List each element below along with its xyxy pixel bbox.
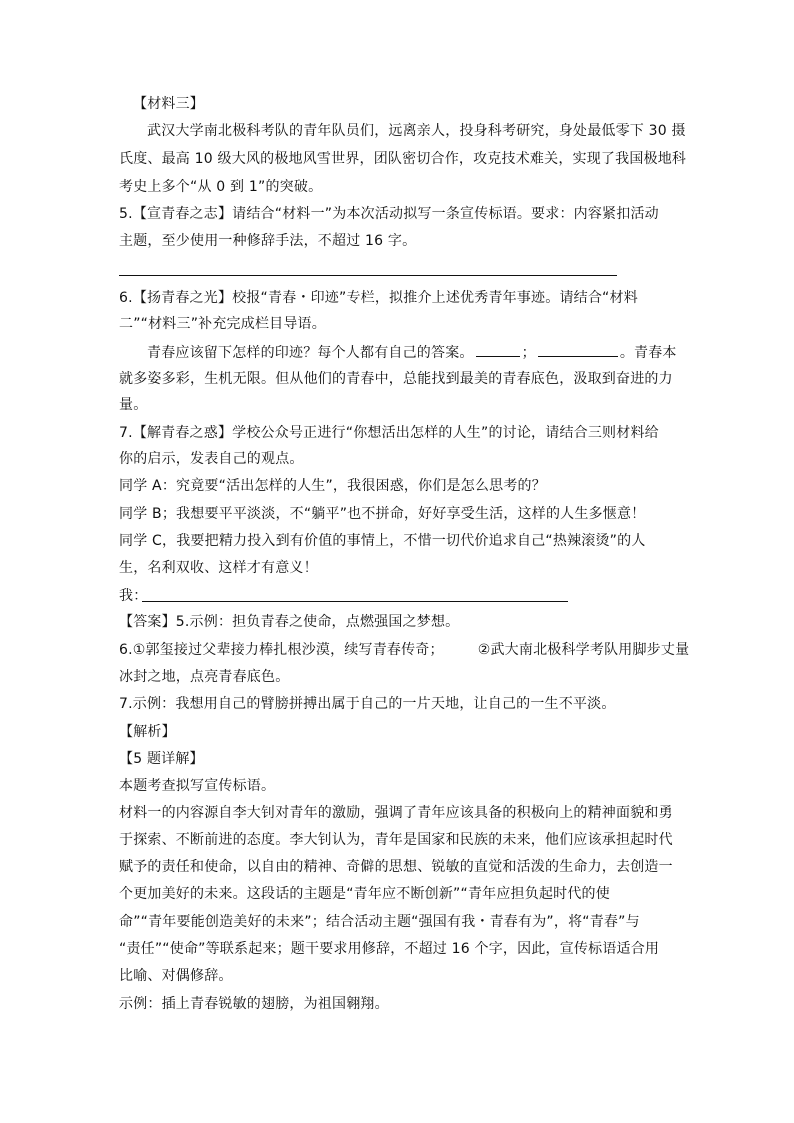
analysis-line: 个更加美好的未来。这段话的主题是“青年应不断创新”“青年应担负起时代的使	[119, 886, 610, 902]
q6-guide-start: 青春应该留下怎样的印迹？每个人都有自己的答案。	[147, 345, 474, 361]
q7-student-c: 同学 C，我要把精力投入到有价值的事情上，不惜一切代价追求自己“热辣滚烫”的人	[119, 533, 646, 549]
answer-6-part1: 6.①郭玺接过父辈接力棒扎根沙漠，续写青春传奇；	[119, 642, 444, 658]
answer-5: 【答案】5.示例：担负青春之使命，点燃强国之梦想。	[119, 614, 460, 630]
q5-answer-line[interactable]	[119, 275, 617, 276]
q6-blank-1[interactable]	[476, 341, 520, 357]
q6-guide-line: 就多姿多彩，生机无限。但从他们的青春中，总能找到最美的青春底色，汲取到奋进的力	[119, 371, 673, 387]
q7-answer-line[interactable]	[142, 601, 568, 602]
q6-guide-line	[147, 341, 677, 363]
analysis-line: 比喻、对偶修辞。	[119, 968, 233, 984]
material3-line: 武汉大学南北极科考队的青年队员们，远离亲人，投身科考研究，身处最低零下 30 摄	[147, 123, 686, 139]
answer-6-cont: 冰封之地，点亮青春底色。	[119, 669, 290, 685]
answer-7: 7.示例：我想用自己的臂膀拼搏出属于自己的一片天地，让自己的一生不平淡。	[119, 696, 616, 712]
analysis-heading: 【解析】	[119, 724, 176, 740]
material3-line: 氏度、最高 10 级大风的极地风雪世界，团队密切合作，攻克技术难关，实现了我国极地科	[119, 151, 687, 167]
answer-6	[119, 640, 689, 660]
q7-student-a: 同学 A：究竟要“活出怎样的人生”，我很困惑，你们是怎么思考的？	[119, 478, 546, 494]
q7-me-label: 我：	[119, 588, 148, 604]
analysis-line: “责任”“使命”等联系起来；题干要求用修辞，不超过 16 个字，因此，宣传标语适合用	[119, 941, 660, 957]
analysis-line: 于探索、不断前进的态度。李大钊认为，青年是国家和民族的未来，他们应该承担起时代	[119, 832, 673, 848]
q6-guide-line: 量。	[119, 397, 148, 413]
answer-6-part2: ②武大南北极科学考队用脚步丈量	[477, 642, 690, 658]
analysis-example: 示例：插上青春锐敏的翅膀，为祖国翱翔。	[119, 996, 389, 1012]
q6-blank-2[interactable]	[538, 341, 618, 357]
q7-student-c-cont: 生，名利双收、这样才有意义！	[119, 560, 318, 576]
q5-line: 5.【宣青春之志】请结合“材料一”为本次活动拟写一条宣传标语。要求：内容紧扣活动	[119, 206, 659, 222]
analysis-line: 赋予的责任和使命，以自由的精神、奇僻的思想、锐敏的直觉和活泼的生命力，去创造一	[119, 859, 673, 875]
material3-line: 考史上多个“从 0 到 1”的突破。	[119, 179, 323, 195]
q6-line: 6.【扬青春之光】校报“青春・印迹”专栏，拟推介上述优秀青年事迹。请结合“材料	[119, 290, 638, 306]
q5-line: 主题，至少使用一种修辞手法，不超过 16 字。	[119, 233, 417, 249]
analysis-sub: 【5 题详解】	[119, 751, 204, 767]
material3-heading: 【材料三】	[133, 96, 204, 112]
q7-line: 你的启示，发表自己的观点。	[119, 451, 304, 467]
analysis-line: 材料一的内容源自李大钊对青年的激励，强调了青年应该具备的积极向上的精神面貌和勇	[119, 805, 673, 821]
q6-sep: ；	[521, 345, 536, 361]
analysis-line: 本题考查拟写宣传标语。	[119, 778, 276, 794]
q7-line: 7.【解青春之惑】学校公众号正进行“你想活出怎样的人生”的讨论，请结合三则材料给	[119, 425, 659, 441]
q6-guide-end: 。青春本	[619, 345, 677, 361]
q7-student-b: 同学 B；我想要平平淡淡，不“躺平”也不拼命，好好享受生活，这样的人生多惬意！	[119, 506, 646, 522]
q6-line: 二”“材料三”补充完成栏目导语。	[119, 316, 326, 332]
analysis-line: 命”“青年要能创造美好的未来”；结合活动主题“强国有我・青春有为”，将“青春”与	[119, 914, 640, 930]
